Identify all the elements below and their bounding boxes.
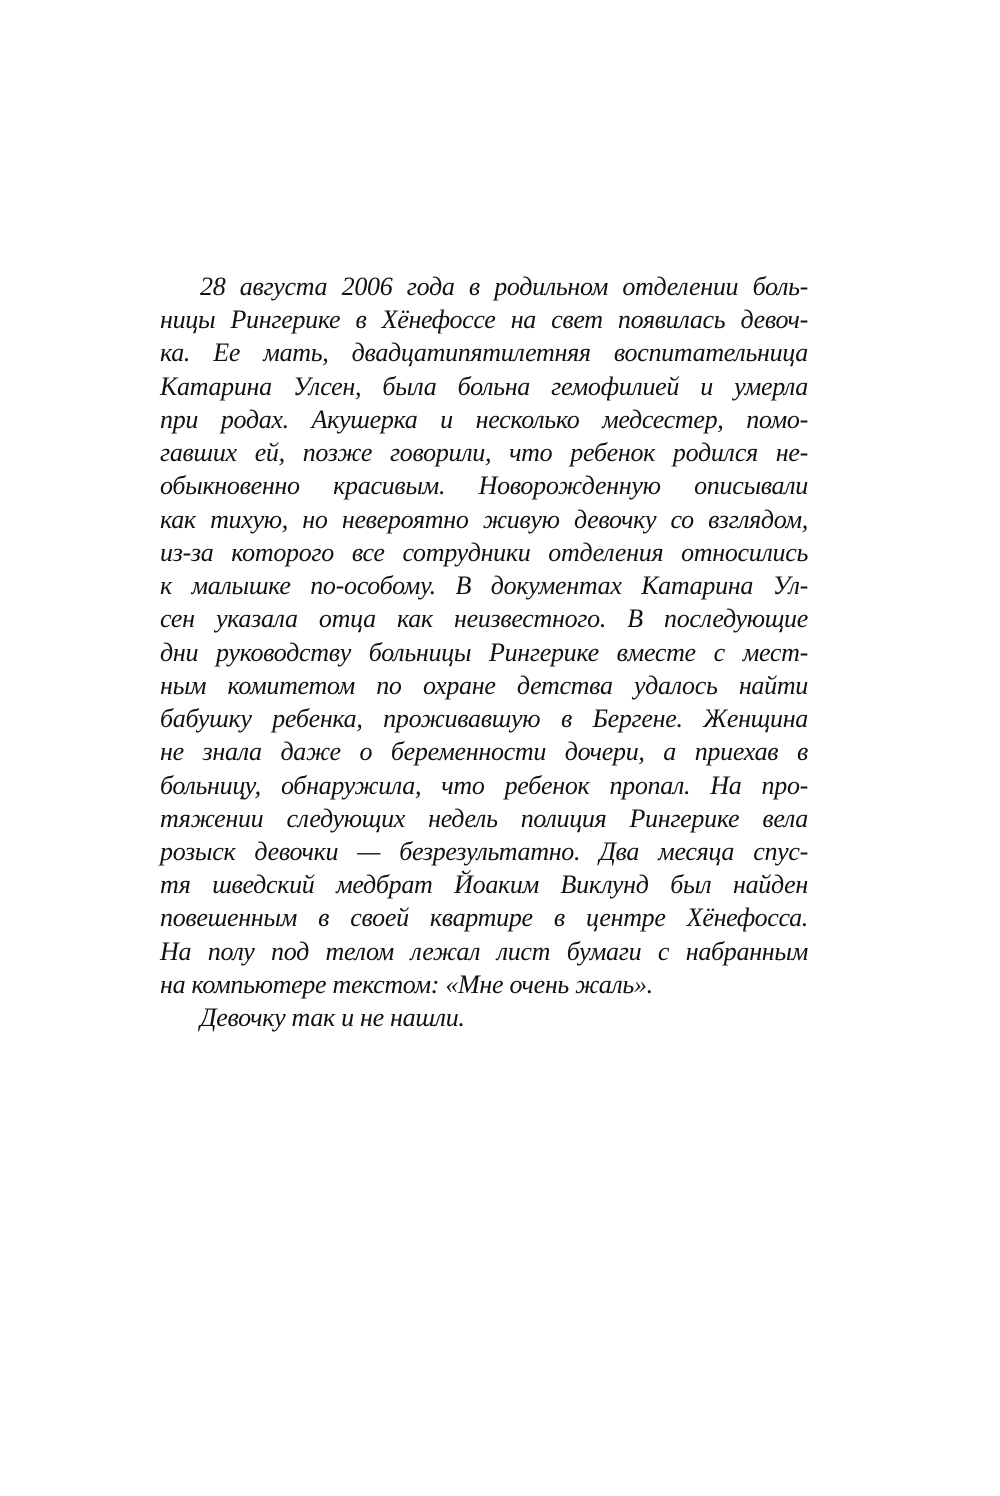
paragraph — [160, 1001, 808, 1034]
text-line: Катарина Улсен, была больна гемофилией и умерла — [160, 371, 808, 401]
text-line: обыкновенно красивым. Новорожденную описывали — [160, 471, 808, 501]
text-line: из-за которого все сотрудники отделения относились — [160, 537, 808, 567]
page-body-text — [160, 270, 808, 1034]
text-line: розыск девочки — безрезультатно. Два месяца спус- — [160, 836, 808, 866]
text-line: дни руководству больницы Рингерике вместе с мест- — [160, 637, 808, 667]
text-line: ницы Рингерике в Хёнефоссе на свет появилась девоч- — [160, 305, 808, 335]
text-line: как тихую, но невероятно живую девочку со взглядом, — [160, 504, 808, 534]
text-line: не знала даже о беременности дочери, а приехав в — [160, 737, 808, 767]
text-line: при родах. Акушерка и несколько медсестер, помо- — [160, 404, 808, 434]
text-line: больницу, обнаружила, что ребенок пропал. На про- — [160, 770, 808, 800]
paragraph — [160, 270, 808, 1001]
text-line: На полу под телом лежал лист бумаги с набранным — [160, 936, 808, 966]
text-line: сен указала отца как неизвестного. В последующие — [160, 604, 808, 634]
text-line: повешенным в своей квартире в центре Хёнефосса. — [160, 903, 808, 933]
text-line: ка. Ее мать, двадцатипятилетняя воспитательница — [160, 338, 808, 368]
text-line: тяжении следующих недель полиция Рингерике вела — [160, 803, 808, 833]
text-line: тя шведский медбрат Йоаким Виклунд был найден — [160, 870, 808, 900]
text-line: на компьютере текстом: «Мне очень жаль». — [160, 969, 653, 999]
text-line: гавших ей, позже говорили, что ребенок родился не- — [160, 438, 808, 468]
text-line: Девочку так и не нашли. — [200, 1003, 465, 1033]
text-line: к малышке по-особому. В документах Катарина Ул- — [160, 571, 808, 601]
text-line: ным комитетом по охране детства удалось найти — [160, 670, 808, 700]
text-line: бабушку ребенка, проживавшую в Бергене. Женщина — [160, 704, 808, 734]
text-line: 28 августа 2006 года в родильном отделении боль- — [200, 272, 808, 301]
